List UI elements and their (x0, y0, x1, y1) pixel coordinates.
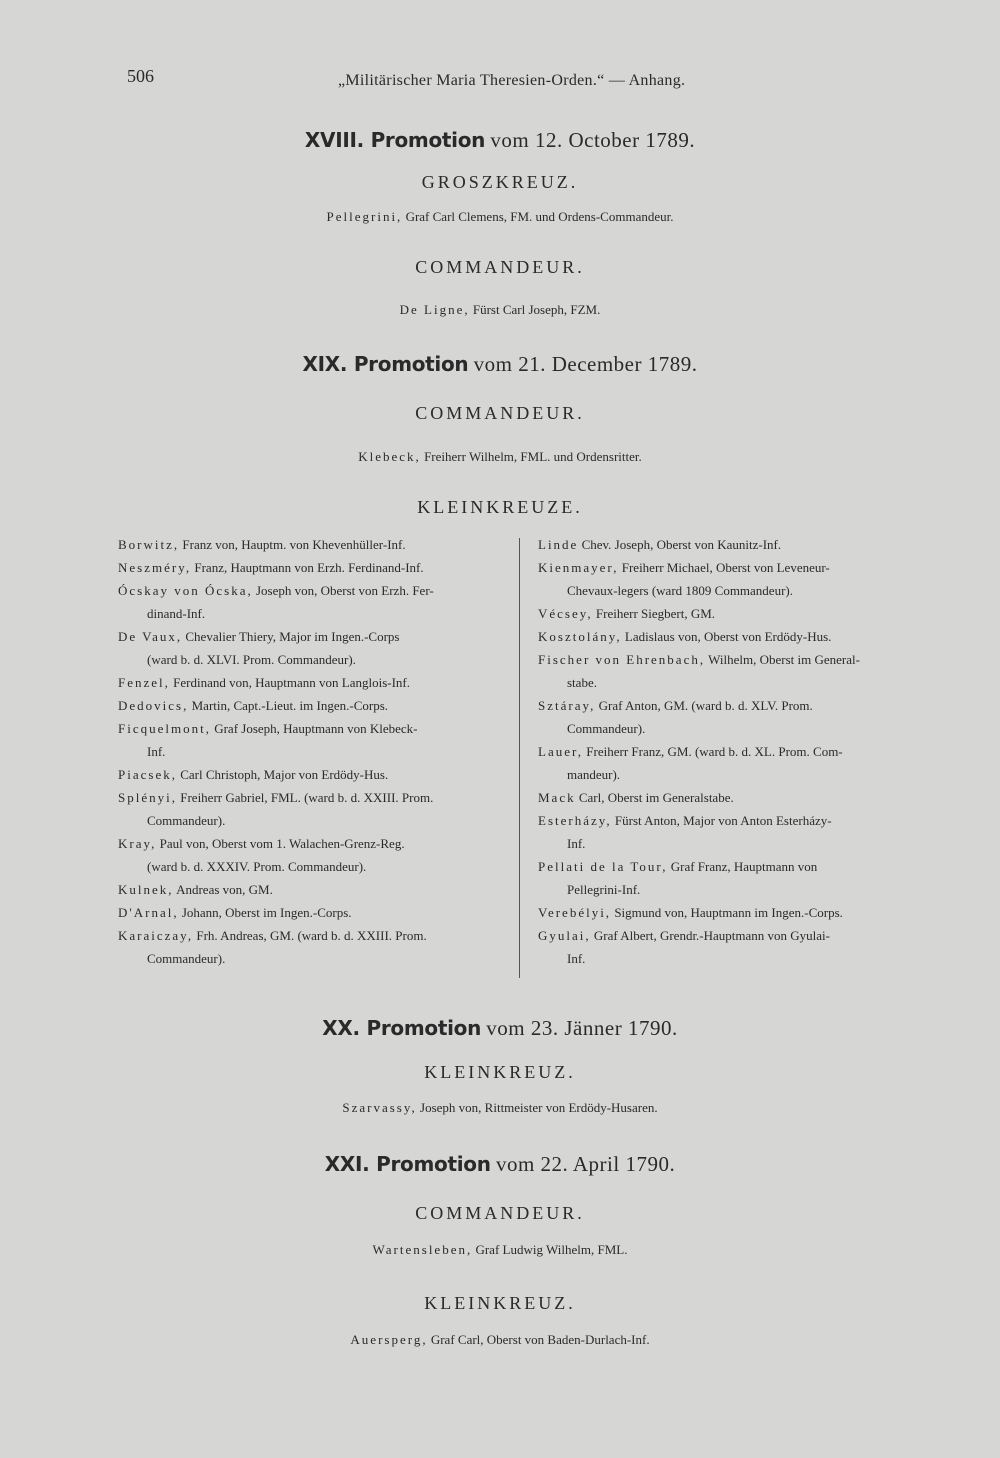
list-item-continuation: Inf. (147, 744, 166, 759)
list-item-continuation: mandeur). (567, 767, 621, 782)
entry-name: Linde (538, 537, 579, 552)
entry-text: Graf Joseph, Hauptmann von Klebeck- (214, 721, 418, 736)
entry-text: Graf Ludwig Wilhelm, FML. (475, 1242, 628, 1257)
promotion-xix-heading (0, 352, 1000, 377)
entry-name: De Ligne, (399, 302, 470, 317)
entry-name: Kienmayer, (538, 560, 619, 575)
list-item (538, 556, 920, 579)
entry-text: Freiherr Wilhelm, FML. und Ordensritter. (424, 449, 642, 464)
list-item-continuation: Pellegrini-Inf. (567, 882, 641, 897)
list-item-continuation: Inf. (567, 951, 586, 966)
entry-text: Graf Carl, Oberst von Baden-Durlach-Inf. (430, 1332, 650, 1347)
entry-text: Martin, Capt.-Lieut. im Ingen.-Corps. (191, 698, 389, 713)
entry-text: Franz von, Hauptm. von Khevenhüller-Inf. (182, 537, 406, 552)
list-item (118, 625, 516, 648)
promotion-xviii-heading (0, 128, 1000, 153)
list-item-continuation: Inf. (567, 836, 586, 851)
entry-text: Fürst Carl Joseph, FZM. (472, 302, 601, 317)
list-item-continuation: (ward b. d. XXXIV. Prom. Commandeur). (147, 859, 367, 874)
rank-heading: GROSZKREUZ. (421, 172, 579, 192)
page-number: 506 (127, 66, 154, 86)
entry-name: Wartensleben, (372, 1242, 473, 1257)
entry-name: Verebélyi, (538, 905, 612, 920)
entry-name: Fenzel, (118, 675, 170, 690)
entry-text: Chev. Joseph, Oberst von Kaunitz-Inf. (581, 537, 782, 552)
list-item (538, 602, 920, 625)
list-item (538, 740, 920, 763)
entry-text: Sigmund von, Hauptmann im Ingen.-Corps. (614, 905, 843, 920)
entry-text: Franz, Hauptmann von Erzh. Ferdinand-Inf. (194, 560, 424, 575)
entry-name: Borwitz, (118, 537, 180, 552)
list-item-continuation: Commandeur). (147, 951, 226, 966)
rank-heading: COMMANDEUR. (415, 257, 585, 277)
entry-name: Klebeck, (358, 449, 421, 464)
list-item (118, 717, 516, 740)
entry-text: Joseph von, Rittmeister von Erdödy-Husaren. (420, 1100, 658, 1115)
list-item (538, 809, 920, 832)
list-item (538, 694, 920, 717)
entry-name: Lauer, (538, 744, 584, 759)
list-item (538, 855, 920, 878)
list-item-continuation: Chevaux-legers (ward 1809 Commandeur). (567, 583, 793, 598)
list-item (118, 924, 516, 947)
entry-text: Joseph von, Oberst von Erzh. Fer- (255, 583, 434, 598)
entry-text: Paul von, Oberst vom 1. Walachen-Grenz-Reg. (159, 836, 405, 851)
list-item-continuation: stabe. (567, 675, 597, 690)
list-item-continuation: Commandeur). (567, 721, 646, 736)
rank-heading: COMMANDEUR. (415, 1203, 585, 1223)
entry-name: De Vaux, (118, 629, 183, 644)
entry-name: Ócskay von Ócska, (118, 583, 253, 598)
promotion-label: XVIII. Promotion (304, 128, 486, 152)
entry-name: Neszméry, (118, 560, 192, 575)
entry-text: Graf Franz, Hauptmann von (670, 859, 818, 874)
entry-name: Auersperg, (350, 1332, 428, 1347)
list-item (118, 694, 516, 717)
entry-text: Fürst Anton, Major von Anton Esterházy- (614, 813, 832, 828)
entry-text: Andreas von, GM. (176, 882, 273, 897)
list-item-continuation: (ward b. d. XLVI. Prom. Commandeur). (147, 652, 356, 667)
entry-name: Pellati de la Tour, (538, 859, 668, 874)
entry-text: Carl, Oberst im Generalstabe. (578, 790, 734, 805)
entry-name: D'Arnal, (118, 905, 179, 920)
list-item (538, 924, 920, 947)
entry-line (0, 1100, 1000, 1116)
entry-text: Freiherr Michael, Oberst von Leveneur- (621, 560, 830, 575)
entry-text: Freiherr Gabriel, FML. (ward b. d. XXIII. Prom. (180, 790, 434, 805)
entry-name: Splényi, (118, 790, 177, 805)
list-item (118, 763, 516, 786)
entry-line (0, 1242, 1000, 1258)
promotion-label: XX. Promotion (322, 1016, 482, 1040)
list-item (118, 556, 516, 579)
entry-text: Graf Carl Clemens, FM. und Ordens-Commandeur. (405, 209, 674, 224)
entry-name: Dedovics, (118, 698, 189, 713)
promotion-date: vom 12. October 1789. (490, 128, 696, 152)
list-item (118, 671, 516, 694)
column-divider (519, 538, 520, 978)
rank-heading: KLEINKREUZE. (417, 497, 583, 517)
entry-text: Freiherr Siegbert, GM. (595, 606, 716, 621)
promotion-label: XXI. Promotion (324, 1152, 491, 1176)
entry-name: Karaiczay, (118, 928, 194, 943)
entry-line (0, 1332, 1000, 1348)
entry-text: Frh. Andreas, GM. (ward b. d. XXIII. Prom. (196, 928, 427, 943)
entry-name: Sztáray, (538, 698, 596, 713)
entry-text: Chevalier Thiery, Major im Ingen.-Corps (185, 629, 400, 644)
entry-name: Gyulai, (538, 928, 591, 943)
kleinkreuze-right-column (538, 533, 920, 970)
list-item-continuation: Commandeur). (147, 813, 226, 828)
list-item (538, 786, 920, 809)
entry-name: Esterházy, (538, 813, 612, 828)
promotion-date: vom 22. April 1790. (495, 1152, 676, 1176)
entry-name: Fischer von Ehrenbach, (538, 652, 706, 667)
entry-text: Wilhelm, Oberst im General- (708, 652, 860, 667)
rank-heading: KLEINKREUZ. (424, 1062, 576, 1082)
list-item (118, 901, 516, 924)
running-title: „Militärischer Maria Theresien-Orden.“ — Anhang. (338, 72, 686, 89)
entry-name: Kosztolány, (538, 629, 622, 644)
entry-text: Johann, Oberst im Ingen.-Corps. (181, 905, 352, 920)
entry-name: Pellegrini, (326, 209, 403, 224)
promotion-date: vom 21. December 1789. (473, 352, 698, 376)
entry-text: Freiherr Franz, GM. (ward b. d. XL. Prom. Com- (586, 744, 843, 759)
entry-name: Kulnek, (118, 882, 174, 897)
entry-text: Carl Christoph, Major von Erdödy-Hus. (180, 767, 389, 782)
entry-text: Graf Albert, Grendr.-Hauptmann von Gyulai- (593, 928, 830, 943)
rank-heading: COMMANDEUR. (415, 403, 585, 423)
entry-line (0, 302, 1000, 318)
list-item (538, 533, 920, 556)
list-item (118, 579, 516, 602)
promotion-date: vom 23. Jänner 1790. (486, 1016, 678, 1040)
entry-line (0, 209, 1000, 225)
list-item (118, 786, 516, 809)
entry-text: Ladislaus von, Oberst von Erdödy-Hus. (624, 629, 832, 644)
entry-text: Graf Anton, GM. (ward b. d. XLV. Prom. (598, 698, 813, 713)
kleinkreuze-left-column (118, 533, 516, 970)
entry-name: Mack (538, 790, 576, 805)
list-item (118, 878, 516, 901)
entry-name: Vécsey, (538, 606, 593, 621)
entry-text: Ferdinand von, Hauptmann von Langlois-Inf. (173, 675, 410, 690)
promotion-xxi-heading (0, 1152, 1000, 1177)
list-item (538, 625, 920, 648)
entry-name: Piacsek, (118, 767, 177, 782)
entry-name: Kray, (118, 836, 157, 851)
list-item (118, 533, 516, 556)
entry-line (0, 449, 1000, 465)
rank-heading: KLEINKREUZ. (424, 1293, 576, 1313)
list-item-continuation: dinand-Inf. (147, 606, 206, 621)
list-item (538, 901, 920, 924)
entry-name: Szarvassy, (342, 1100, 417, 1115)
promotion-label: XIX. Promotion (302, 352, 469, 376)
list-item (538, 648, 920, 671)
promotion-xx-heading (0, 1016, 1000, 1041)
entry-name: Ficquelmont, (118, 721, 211, 736)
list-item (118, 832, 516, 855)
